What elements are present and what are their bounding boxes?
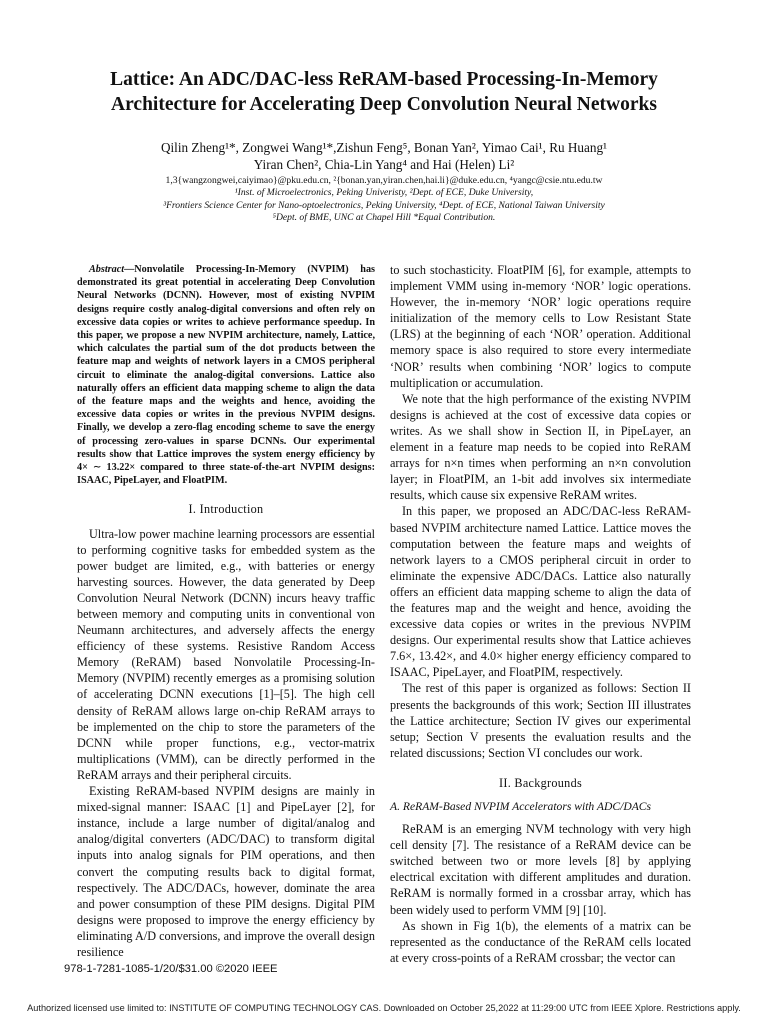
left-column	[77, 263, 375, 960]
copyright-notice: 978-1-7281-1085-1/20/$31.00 ©2020 IEEE	[64, 963, 278, 975]
abstract	[77, 263, 375, 487]
abstract-text: —Nonvolatile Processing-In-Memory (NVPIM) has demonstrated its great potential in accelerating Deep Convolution Neural Networks (DCNN). However, most of existing NVPIM designs require costly analog-digital conversions and often rely on excessive data copies or writes to achieve performance speedup. In this paper, we propose a new NVPIM architecture, namely, Lattice, which calculates the partial sum of the dot products between the feature map and weights of network layers in a CMOS peripheral circuit to eliminate the analog-digital conversions. Lattice also naturally offers an efficient data mapping scheme to align the data of the feature maps and the weights and hence, avoiding the excessive data copies or writes in the previous NVPIM designs. Finally, we develop a zero-flag encoding scheme to save the energy of processing zero-values in sparse DCNNs. Our experimental results show that Lattice improves the system energy efficiency by 4× ∼ 13.22× compared to three state-of-the-art NVPIM designs: ISAAC, PipeLayer, and FloatPIM.	[77, 264, 375, 487]
title-line-1: Lattice: An ADC/DAC-less ReRAM-based Processing-In-Memory	[110, 69, 658, 90]
section-heading-introduction: I. Introduction	[188, 502, 264, 517]
affiliation-line-2: ³Frontiers Science Center for Nano-optoelectronics, Peking University, ⁴Dept. of ECE, National Taiwan University	[163, 199, 605, 211]
right-paragraph-1: to such stochasticity. FloatPIM [6], for example, attempts to implement VMM using in-memory ‘NOR’ logic operations. However, the in-memory ‘NOR’ logic operations require initialization of the memory cells to Low Resistant State (LRS) at the beginning of each ‘NOR’ operation. Additional memory space is also required to store every intermediate ‘NOR’ results when combining ‘NOR’ logics to compute multiplication or accumulation.	[390, 263, 691, 390]
paper-title	[40, 67, 728, 117]
title-line-2: Architecture for Accelerating Deep Convolution Neural Networks	[111, 94, 657, 115]
authors-line-2: Yiran Chen², Chia-Lin Yang⁴ and Hai (Helen) Li²	[253, 157, 515, 172]
author-list	[60, 139, 708, 173]
authors-line-1: Qilin Zheng¹*, Zongwei Wang¹*,Zishun Feng⁵, Bonan Yan², Yimao Cai¹, Ru Huang¹	[160, 140, 607, 155]
backgrounds-paragraph-1: ReRAM is an emerging NVM technology with very high cell density [7]. The resistance of a ReRAM device can be switched between two or more levels [8] by applying electrical excitation with different amplitudes and duration. ReRAM is normally formed in a crossbar array, which has been widely used to perform VMM [9] [10].	[390, 822, 691, 917]
author-emails: 1,3{wangzongwei,caiyimao}@pku.edu.cn, ²{bonan.yan,yiran.chen,hai.li}@duke.edu.cn, ⁴yangc@csie.ntu.edu.tw	[165, 175, 603, 186]
intro-paragraph-2: Existing ReRAM-based NVPIM designs are mainly in mixed-signal manner: ISAAC [1] and PipeLayer [2], for instance, include a large number of digital/analog and analog/digital converters (ADC/DAC) to transform digital inputs into analog signals for PIM operations, and then convert the computing results back to digital format, respectively. The ADC/DACs, however, dominate the area and power consumption of these PIM designs. Digital PIM designs were proposed to improve the energy efficiency by eliminating A/D conversions, and improve the overall design resilience	[77, 784, 375, 959]
intro-paragraph-1: Ultra-low power machine learning processors are essential to performing cognitive tasks for embedded system as the power budget are limited, e.g., with batteries or energy harvesting sources. However, the data generated by Deep Convolution Neural Network (DCNN) incurs heavy traffic between memory and computing units in conventional von Neumann architectures, and adversely affects the energy efficiency of these systems. Resistive Random Access Memory (ReRAM) based Nonvolatile Processing-In-Memory (NVPIM) recently emerges as a promising solution of accelerating DCNN executions [1]–[5]. The high cell density of ReRAM allows large on-chip ReRAM arrays to be implemented on the chip to store the parameters of the DCNN while proper functions, e.g., vector-matrix multiplications (VMM), can be directly performed in the ReRAM arrays and their peripheral circuits.	[77, 526, 375, 782]
affiliation-line-1: ¹Inst. of Microelectronics, Peking Univeristy, ²Dept. of ECE, Duke University,	[234, 187, 534, 199]
section-heading-backgrounds: II. Backgrounds	[498, 775, 583, 790]
right-paragraph-2: We note that the high performance of the existing NVPIM designs is achieved at the cost of excessive data copies or writes. As we shall show in Section II, in PipeLayer, an element in a feature map needs to be copied into ReRAM arrays for n×n times when performing an n×n convolution layer; in FloatPIM, an 1-bit add involves six intermediate results, which cause six expensive ReRAM writes.	[390, 391, 691, 503]
right-paragraph-3: In this paper, we proposed an ADC/DAC-less ReRAM-based NVPIM architecture named Lattice. Lattice moves the computation between the feature maps and weights of network layers to a CMOS peripheral circuit in order to eliminate the expensive ADC/DACs. Lattice also naturally offers an efficient data mapping scheme to align the data of the features map and the weight and hence, avoiding the excessive data copies or writes in the previous NVPIM designs. Our experimental results show that Lattice achieves 7.6×, 13.42×, and 4.0× higher energy efficiency compared to ISAAC, PipeLayer, and FloatPIM, respectively.	[390, 504, 691, 680]
subsection-heading-a: A. ReRAM-Based NVPIM Accelerators with ADC/DACs	[390, 800, 652, 813]
license-notice: Authorized licensed use limited to: INSTITUTE OF COMPUTING TECHNOLOGY CAS. Downloaded on October 25,2022 at 11:29:00 UTC from IEEE Xplore. Restrictions apply.	[27, 1003, 741, 1013]
affiliation-line-3: ⁵Dept. of BME, UNC at Chapel Hill *Equal Contribution.	[272, 212, 496, 224]
abstract-label: Abstract	[89, 264, 125, 275]
backgrounds-paragraph-2: As shown in Fig 1(b), the elements of a matrix can be represented as the conductance of the ReRAM cells located at every cross-points of a ReRAM crossbar; the vector can	[390, 918, 691, 965]
affiliations	[40, 175, 728, 225]
right-column	[390, 262, 691, 966]
right-paragraph-4: The rest of this paper is organized as follows: Section II presents the backgrounds of this work; Section III illustrates the Lattice architecture; Section IV gives our experimental setup; Section V presents the evaluation results and the related discussions; Section VI concludes our work.	[390, 681, 691, 760]
